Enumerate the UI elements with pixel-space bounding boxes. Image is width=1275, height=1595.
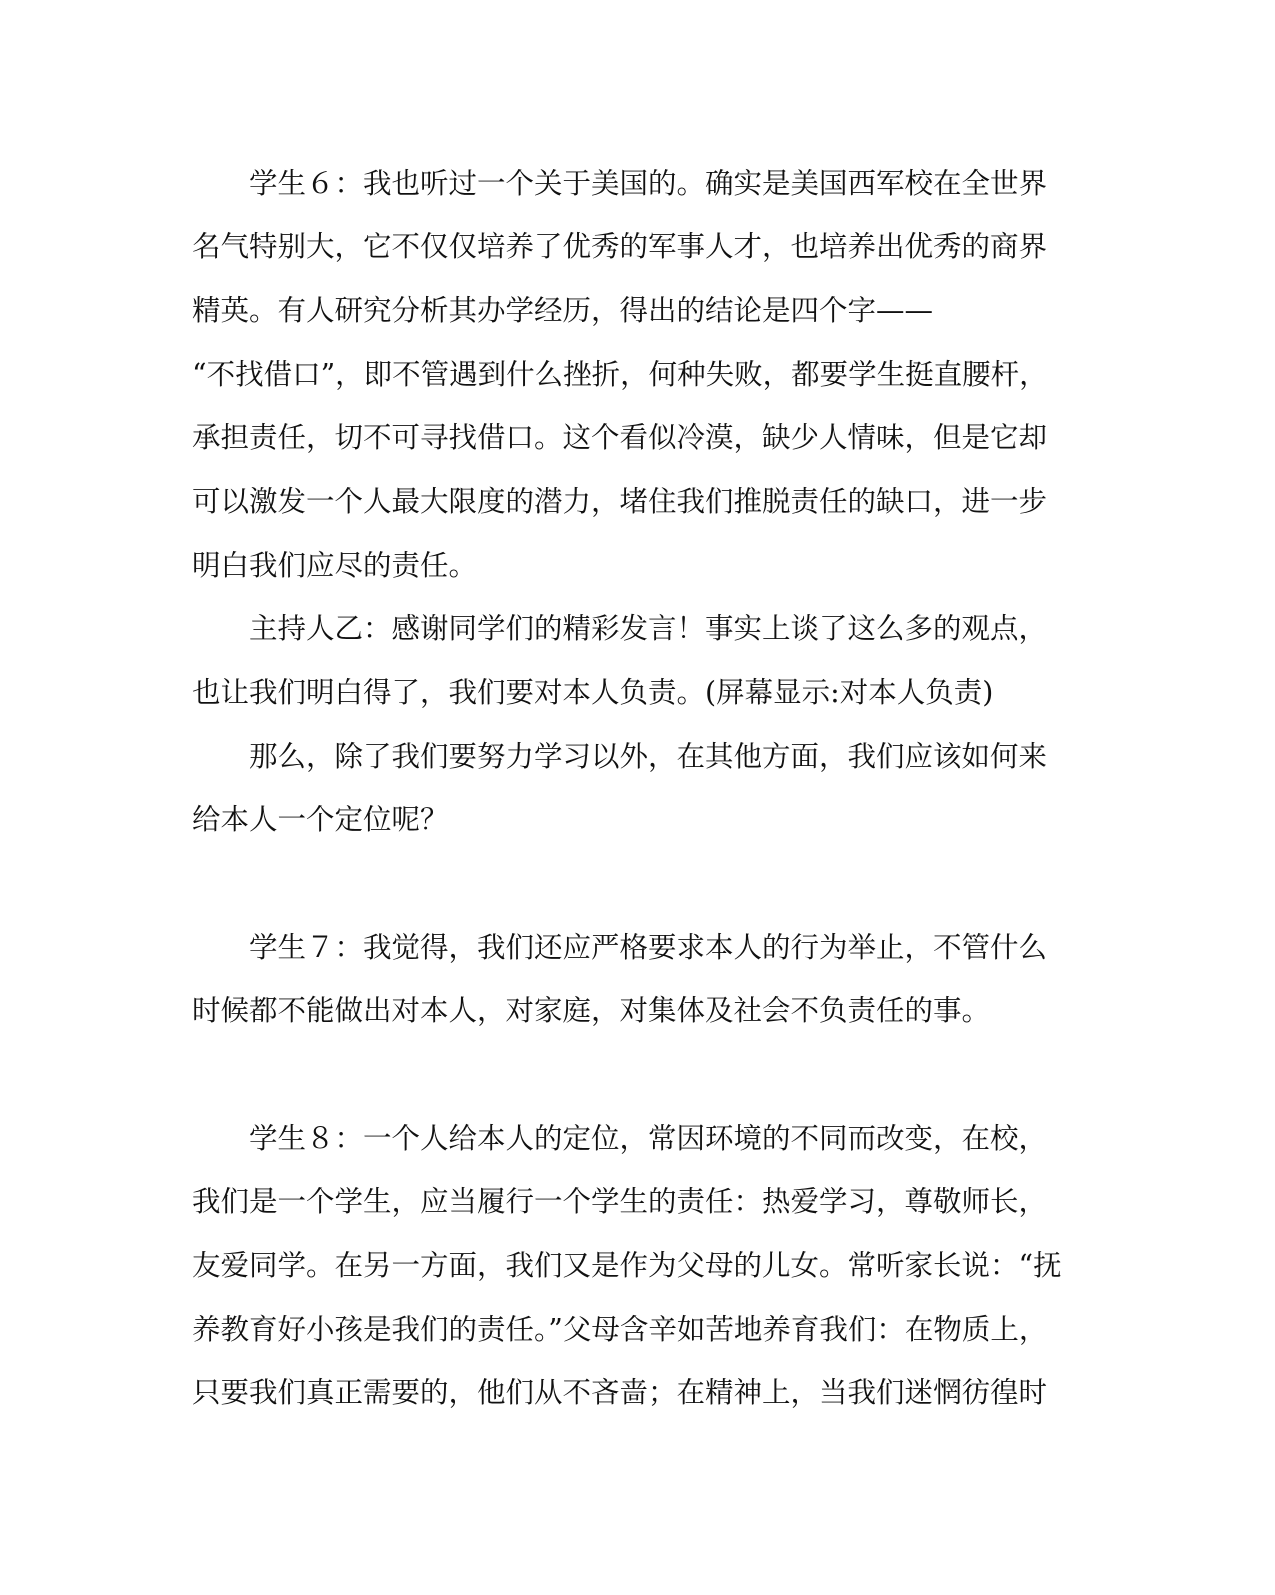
text-line: 只要我们真正需要的，他们从不吝啬；在精神上，当我们迷惘彷徨时 <box>192 1376 1048 1409</box>
text-line: 给本人一个定位呢？ <box>192 803 449 836</box>
text-line: 也让我们明白得了，我们要对本人负责。(屏幕显示:对本人负责) <box>192 676 994 709</box>
text-line: 我们是一个学生，应当履行一个学生的责任：热爱学习，尊敬师长， <box>192 1185 1048 1218</box>
text-line: 精英。有人研究分析其办学经历，得出的结论是四个字—— <box>192 294 934 327</box>
text-line: 学生６：我也听过一个关于美国的。确实是美国西军校在全世界 <box>249 167 1048 200</box>
text-line: 承担责任，切不可寻找借口。这个看似冷漠，缺少人情味，但是它却 <box>192 421 1048 454</box>
text-line: 明白我们应尽的责任。 <box>192 549 478 582</box>
text-line: 名气特别大，它不仅仅培养了优秀的军事人才，也培养出优秀的商界 <box>192 230 1048 263</box>
text-line: 那么，除了我们要努力学习以外，在其他方面，我们应该如何来 <box>249 740 1048 773</box>
text-line: 养教育好小孩是我们的责任。”父母含辛如苦地养育我们：在物质上， <box>192 1313 1048 1346</box>
text-line: 可以激发一个人最大限度的潜力，堵住我们推脱责任的缺口，进一步 <box>192 485 1048 518</box>
text-line: 友爱同学。在另一方面，我们又是作为父母的儿女。常听家长说：“抚 <box>192 1249 1062 1282</box>
text-line: 时候都不能做出对本人，对家庭，对集体及社会不负责任的事。 <box>192 994 991 1027</box>
text-line: 学生８：一个人给本人的定位，常因环境的不同而改变，在校， <box>249 1122 1048 1155</box>
text-line: 学生７：我觉得，我们还应严格要求本人的行为举止，不管什么 <box>249 931 1048 964</box>
text-line: “不找借口”，即不管遇到什么挫折，何种失败，都要学生挺直腰杆， <box>192 358 1048 391</box>
text-line: 主持人乙：感谢同学们的精彩发言！事实上谈了这么多的观点， <box>249 612 1048 645</box>
